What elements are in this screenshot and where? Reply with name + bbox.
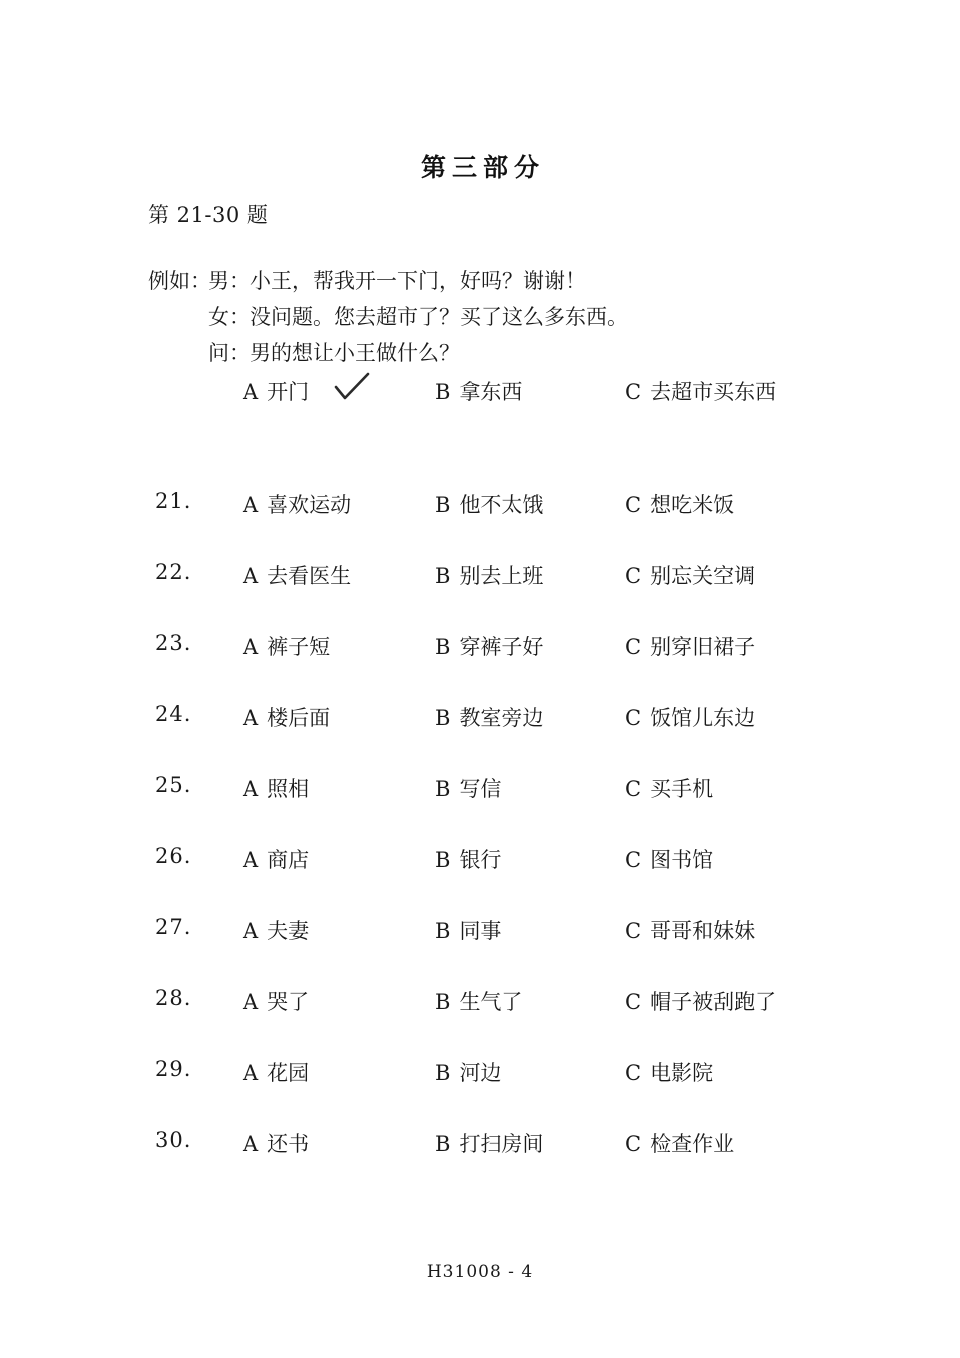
option-letter: C (625, 1132, 642, 1156)
option-text: 照相 (267, 777, 310, 801)
question-option-c[interactable] (625, 560, 755, 590)
option-letter: A (243, 564, 259, 588)
option-letter: B (435, 493, 451, 517)
question-option-b[interactable] (435, 773, 501, 803)
option-letter: B (435, 848, 451, 872)
example-option-c[interactable] (625, 376, 776, 406)
option-text: 哥哥和妹妹 (650, 919, 756, 943)
question-option-a[interactable] (243, 986, 309, 1016)
option-letter: C (625, 564, 642, 588)
example-option-b[interactable] (435, 376, 522, 406)
option-letter: C (625, 1061, 642, 1085)
option-text: 穿裤子好 (459, 635, 544, 659)
option-letter: A (243, 635, 259, 659)
option-text: 哭了 (267, 990, 310, 1014)
question-number: 23. (155, 631, 192, 655)
question-row (148, 702, 848, 773)
option-text: 还书 (267, 1132, 310, 1156)
example-option-c-letter: C (625, 380, 642, 404)
question-range-label: 第 21-30 题 (148, 203, 269, 227)
question-option-b[interactable] (435, 915, 501, 945)
question-option-b[interactable] (435, 560, 543, 590)
example-speaker-male: 男： (208, 269, 250, 293)
option-letter: A (243, 706, 259, 730)
option-text: 别去上班 (459, 564, 544, 588)
option-text: 打扫房间 (459, 1132, 544, 1156)
option-text: 花园 (267, 1061, 310, 1085)
example-text-male: 小王，帮我开一下门，好吗？谢谢！ (250, 269, 586, 293)
option-text: 写信 (459, 777, 502, 801)
option-text: 图书馆 (650, 848, 714, 872)
option-text: 生气了 (459, 990, 523, 1014)
option-text: 夫妻 (267, 919, 310, 943)
example-option-b-letter: B (435, 380, 451, 404)
option-letter: C (625, 706, 642, 730)
question-option-c[interactable] (625, 986, 776, 1016)
example-speaker-female: 女： (208, 305, 250, 329)
option-text: 饭馆儿东边 (650, 706, 756, 730)
question-option-a[interactable] (243, 915, 309, 945)
option-text: 同事 (459, 919, 502, 943)
option-text: 想吃米饭 (650, 493, 735, 517)
question-number: 29. (155, 1057, 192, 1081)
option-letter: B (435, 777, 451, 801)
option-letter: C (625, 919, 642, 943)
option-text: 银行 (459, 848, 502, 872)
option-text: 帽子被刮跑了 (650, 990, 777, 1014)
question-option-b[interactable] (435, 844, 501, 874)
question-row (148, 1128, 848, 1199)
option-letter: C (625, 848, 642, 872)
question-option-a[interactable] (243, 1057, 309, 1087)
option-letter: B (435, 990, 451, 1014)
option-text: 检查作业 (650, 1132, 735, 1156)
page-footer: H31008 - 4 (426, 1262, 534, 1282)
question-number: 22. (155, 560, 192, 584)
option-letter: B (435, 564, 451, 588)
question-option-c[interactable] (625, 1057, 713, 1087)
option-text: 喜欢运动 (267, 493, 352, 517)
question-option-a[interactable] (243, 702, 330, 732)
option-letter: A (243, 1061, 259, 1085)
question-row (148, 1057, 848, 1128)
question-number: 25. (155, 773, 192, 797)
option-letter: C (625, 777, 642, 801)
example-option-a-letter: A (243, 380, 259, 404)
question-row (148, 986, 848, 1057)
option-text: 教室旁边 (459, 706, 544, 730)
question-option-a[interactable] (243, 844, 309, 874)
option-text: 别穿旧裙子 (650, 635, 756, 659)
example-line-male (148, 263, 628, 299)
option-text: 去看医生 (267, 564, 352, 588)
option-text: 河边 (459, 1061, 502, 1085)
question-row (148, 915, 848, 986)
option-letter: A (243, 919, 259, 943)
question-number: 21. (155, 489, 192, 513)
question-option-c[interactable] (625, 489, 734, 519)
question-option-c[interactable] (625, 844, 713, 874)
question-option-b[interactable] (435, 489, 543, 519)
question-row (148, 844, 848, 915)
option-text: 楼后面 (267, 706, 331, 730)
example-option-b-text: 拿东西 (459, 380, 523, 404)
question-option-b[interactable] (435, 1128, 543, 1158)
page-title: 第三部分 (420, 153, 545, 182)
question-number: 27. (155, 915, 192, 939)
option-letter: C (625, 990, 642, 1014)
option-letter: B (435, 635, 451, 659)
question-row (148, 489, 848, 560)
question-row (148, 773, 848, 844)
question-number: 30. (155, 1128, 192, 1152)
option-text: 他不太饿 (459, 493, 544, 517)
option-letter: A (243, 848, 259, 872)
example-option-a[interactable] (243, 376, 309, 406)
option-text: 买手机 (650, 777, 714, 801)
example-option-a-text: 开门 (267, 380, 310, 404)
option-letter: B (435, 1061, 451, 1085)
question-option-c[interactable] (625, 631, 755, 661)
option-letter: B (435, 1132, 451, 1156)
question-number: 24. (155, 702, 192, 726)
question-option-b[interactable] (435, 631, 543, 661)
example-line-question (148, 335, 628, 371)
example-line-female (148, 299, 628, 335)
option-letter: B (435, 706, 451, 730)
question-option-c[interactable] (625, 915, 755, 945)
question-row (148, 631, 848, 702)
option-letter: A (243, 1132, 259, 1156)
option-letter: C (625, 635, 642, 659)
check-mark-icon (332, 372, 372, 402)
question-option-b[interactable] (435, 986, 522, 1016)
question-option-a[interactable] (243, 773, 309, 803)
question-option-c[interactable] (625, 773, 713, 803)
example-option-c-text: 去超市买东西 (650, 380, 777, 404)
example-label: 例如： (148, 269, 211, 293)
option-text: 商店 (267, 848, 310, 872)
question-option-b[interactable] (435, 702, 543, 732)
question-number: 26. (155, 844, 192, 868)
example-block (148, 263, 628, 371)
question-option-a[interactable] (243, 560, 351, 590)
question-number: 28. (155, 986, 192, 1010)
option-text: 裤子短 (267, 635, 331, 659)
example-speaker-question: 问： (208, 341, 250, 365)
option-letter: A (243, 493, 259, 517)
option-letter: C (625, 493, 642, 517)
option-text: 电影院 (650, 1061, 714, 1085)
question-list (148, 489, 848, 1199)
question-option-b[interactable] (435, 1057, 501, 1087)
example-text-question: 男的想让小王做什么？ (250, 341, 460, 365)
option-letter: A (243, 990, 259, 1014)
option-letter: A (243, 777, 259, 801)
option-text: 别忘关空调 (650, 564, 756, 588)
option-letter: B (435, 919, 451, 943)
question-option-c[interactable] (625, 1128, 734, 1158)
question-option-c[interactable] (625, 702, 755, 732)
question-option-a[interactable] (243, 1128, 309, 1158)
question-row (148, 560, 848, 631)
question-option-a[interactable] (243, 631, 330, 661)
question-option-a[interactable] (243, 489, 351, 519)
example-text-female: 没问题。您去超市了？买了这么多东西。 (250, 305, 628, 329)
